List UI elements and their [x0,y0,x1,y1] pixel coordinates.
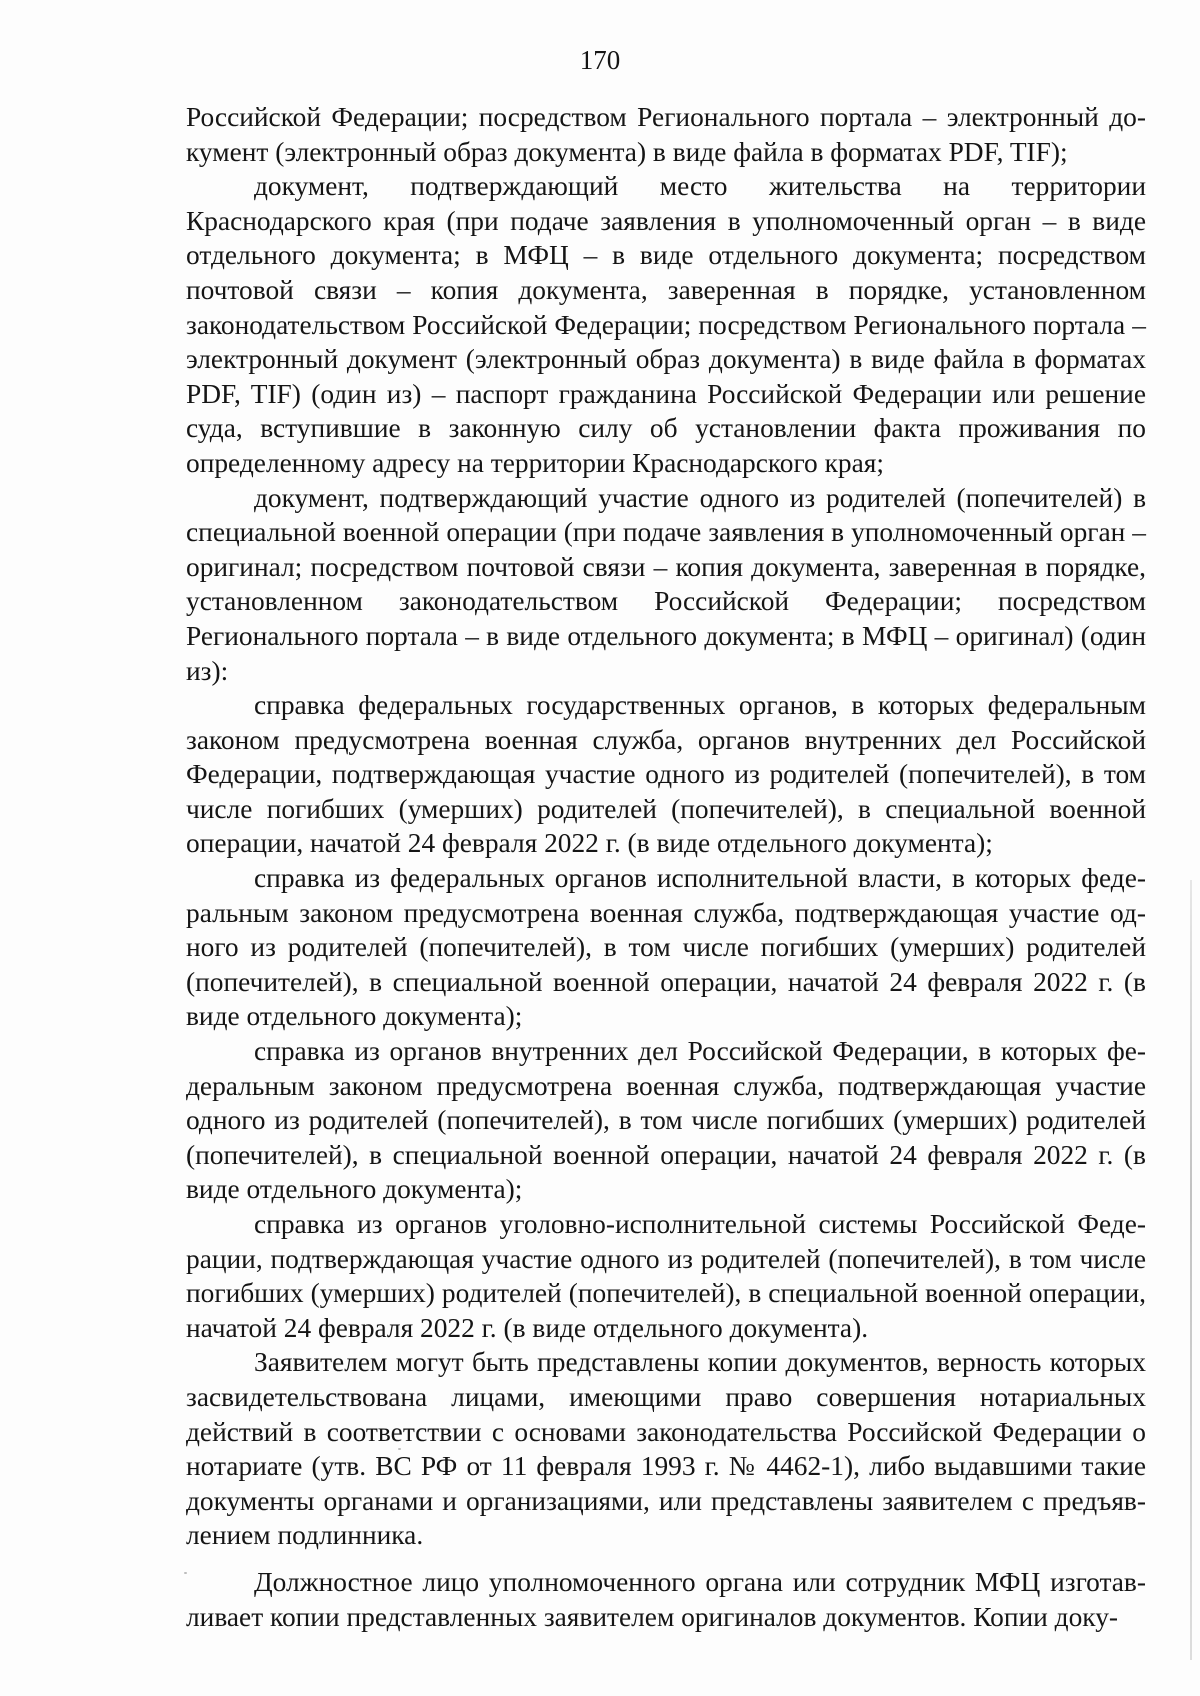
paragraph-continuation: Российской Федерации; посредством Регионального портала – электронный документ (электронный образ документа) в виде файла в форматах PDF, TIF); [186,102,1146,167]
paragraph-penal-system-certificate: справка из органов уголовно-исполнительной системы Российской Федерации, подтверждающая участие одного из родителей (попечителей), в том числе погибших (умерших) родителей (попечителей), в специальной военной операции, начатой 24 февраля 2022 г. (в виде отдельного документа). [186,1209,1146,1343]
paragraph-residence-document: документ, подтверждающий место жительства на территории Краснодарского края (при подаче заявления в уполномоченный орган – в виде отдельного документа; в МФЦ – в виде отдельного документа; посредством почтовой связи – копия документа, заверенная в порядке, установленном законодательством Российской Федерации; посредством Регионального портала – электронный документ (электронный образ документа) в виде файла в форматах PDF, TIF) (один из) – паспорт гражданина Российской Федерации или решение суда, вступившие в законную силу об установлении факта проживания по определенному адресу на территории Краснодарского края; [186,171,1146,478]
paragraph-internal-affairs-certificate: справка из органов внутренних дел Российской Федерации, в которых федеральным законом предусмотрена военная служба, подтверждающая участие одного из родителей (попечителей), в том числе погибших (умерших) родителей (попечителей), в специальной военной операции, начатой 24 февраля 2022 г. (в виде отдельного документа); [186,1036,1146,1205]
paragraph-executive-organs-certificate: справка из федеральных органов исполнительной власти, в которых федеральным законом предусмотрена военная служба, подтверждающая участие одного из родителей (попечителей), в том числе погибших (умерших) родителей (попечителей), в специальной военной операции, начатой 24 февраля 2022 г. (в виде отдельного документа); [186,863,1146,1032]
paragraph-copies-of-documents: Заявителем могут быть представлены копии документов, верность которых засвидетельствована лицами, имеющими право совершения нотариальных действий в соответствии с основами законодательства Российской Федерации о нотариате (утв. ВС РФ от 11 февраля 1993 г. № 4462-1), либо выдавшими такие документы органами и организациями, или представлены заявителем с предъявлением подлинника. [186,1347,1146,1551]
document-body [186,100,1146,1634]
page-number: 170 [579,45,621,75]
scan-speck [184,1572,187,1574]
paragraph-official-makes-copies: Должностное лицо уполномоченного органа или сотрудник МФЦ изготавливает копии представленных заявителем оригиналов документов. Копии доку- [186,1566,1146,1632]
paragraph-participation-document: документ, подтверждающий участие одного из родителей (попечителей) в специальной военной операции (при подаче заявления в уполномоченный орган – оригинал; посредством почтовой связи – копия документа, заверенная в порядке, установленном законодательством Российской Федерации; посредством Регионального портала – в виде отдельного документа; в МФЦ – оригинал) (один из): [186,482,1146,686]
scan-edge-mark [1190,880,1192,1660]
scan-speck [398,1448,401,1450]
paragraph-federal-organs-certificate: справка федеральных государственных органов, в которых федеральным законом предусмотрена военная служба, органов внутренних дел Российской Федерации, подтверждающая участие одного из родителей (попечителей), в том числе погибших (умерших) родителей (попечителей), в специальной военной операции, начатой 24 февраля 2022 г. (в виде отдельного документа); [186,690,1146,859]
